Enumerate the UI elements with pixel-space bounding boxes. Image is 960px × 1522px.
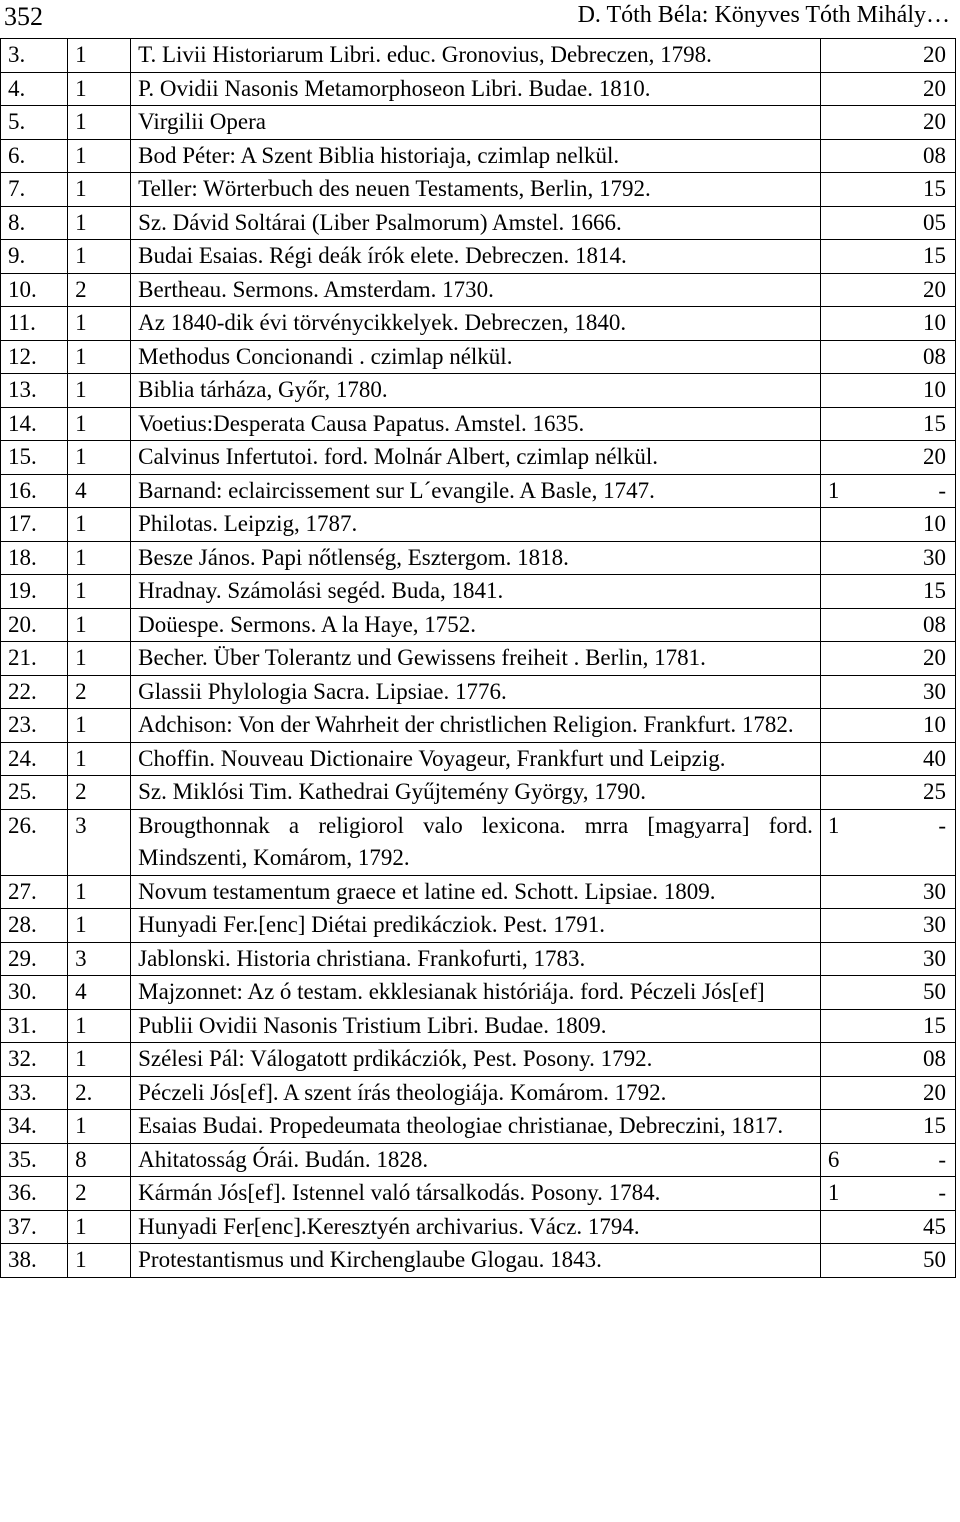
table-row — [1, 1076, 956, 1110]
price-values — [828, 709, 948, 742]
item-price — [820, 340, 955, 374]
item-title: Barnand: eclaircissement sur L´evangile. A Basle, 1747. — [131, 474, 821, 508]
item-title: Choffin. Nouveau Dictionaire Voyageur, Frankfurt und Leipzig. — [131, 742, 821, 776]
table-row — [1, 809, 956, 875]
item-title: Sz. Dávid Soltárai (Liber Psalmorum) Amstel. 1666. — [131, 206, 821, 240]
item-title: Hradnay. Számolási segéd. Buda, 1841. — [131, 575, 821, 609]
item-price — [820, 875, 955, 909]
price-krajcar: 30 — [923, 678, 946, 704]
item-quantity: 1 — [68, 139, 131, 173]
item-quantity: 1 — [68, 1043, 131, 1077]
price-values — [828, 1244, 948, 1277]
item-quantity: 1 — [68, 709, 131, 743]
item-quantity: 1 — [68, 441, 131, 475]
item-quantity: 1 — [68, 39, 131, 73]
item-price — [820, 474, 955, 508]
table-row — [1, 206, 956, 240]
table-row — [1, 340, 956, 374]
table-row — [1, 608, 956, 642]
item-price — [820, 72, 955, 106]
item-number: 26. — [1, 809, 68, 875]
item-quantity: 2 — [68, 776, 131, 810]
item-number: 13. — [1, 374, 68, 408]
price-values — [828, 575, 948, 608]
price-krajcar: 50 — [923, 979, 946, 1004]
item-quantity: 1 — [68, 541, 131, 575]
item-number: 18. — [1, 541, 68, 575]
price-values — [828, 976, 948, 1009]
item-price — [820, 39, 955, 73]
price-krajcar: 10 — [923, 712, 946, 737]
item-number: 7. — [1, 173, 68, 207]
item-title: Esaias Budai. Propedeumata theologiae christianae, Debreczini, 1817. — [131, 1110, 821, 1144]
item-quantity: 3 — [68, 809, 131, 875]
item-number: 27. — [1, 875, 68, 909]
price-values — [828, 909, 948, 942]
table-row — [1, 474, 956, 508]
item-quantity: 1 — [68, 206, 131, 240]
table-row — [1, 508, 956, 542]
item-price — [820, 139, 955, 173]
price-krajcar: 20 — [923, 109, 946, 134]
table-row — [1, 1244, 956, 1278]
price-krajcar: 15 — [923, 578, 946, 603]
item-price — [820, 508, 955, 542]
item-number: 12. — [1, 340, 68, 374]
item-price — [820, 642, 955, 676]
item-title: Protestantismus und Kirchenglaube Glogau. 1843. — [131, 1244, 821, 1278]
price-krajcar: - — [938, 812, 946, 838]
item-quantity: 1 — [68, 1110, 131, 1144]
price-values — [828, 810, 948, 843]
item-quantity: 4 — [68, 976, 131, 1010]
item-quantity: 1 — [68, 575, 131, 609]
table-row — [1, 72, 956, 106]
item-number: 5. — [1, 106, 68, 140]
item-title: Calvinus Infertutoi. ford. Molnár Albert, czimlap nélkül. — [131, 441, 821, 475]
table-row — [1, 575, 956, 609]
item-quantity: 2 — [68, 675, 131, 709]
item-number: 28. — [1, 909, 68, 943]
table-row — [1, 39, 956, 73]
item-title: Az 1840-dik évi törvénycikkelyek. Debreczen, 1840. — [131, 307, 821, 341]
price-krajcar: 30 — [923, 912, 946, 937]
item-quantity: 1 — [68, 1009, 131, 1043]
item-price — [820, 809, 955, 875]
item-quantity: 1 — [68, 374, 131, 408]
price-krajcar: 08 — [923, 1046, 946, 1071]
item-number: 29. — [1, 942, 68, 976]
price-values — [828, 173, 948, 206]
price-krajcar: 15 — [923, 243, 946, 268]
table-row — [1, 776, 956, 810]
price-values — [828, 140, 948, 173]
item-price — [820, 709, 955, 743]
item-number: 22. — [1, 675, 68, 709]
item-quantity: 1 — [68, 72, 131, 106]
item-quantity: 1 — [68, 642, 131, 676]
item-price — [820, 307, 955, 341]
item-quantity: 1 — [68, 608, 131, 642]
table-row — [1, 1110, 956, 1144]
price-values — [828, 1177, 948, 1210]
price-values — [828, 408, 948, 441]
item-title: Doüespe. Sermons. A la Haye, 1752. — [131, 608, 821, 642]
item-number: 8. — [1, 206, 68, 240]
table-row — [1, 1177, 956, 1211]
page-number: 352 — [4, 2, 43, 31]
price-values — [828, 743, 948, 776]
table-row — [1, 407, 956, 441]
item-price — [820, 575, 955, 609]
item-title: Bertheau. Sermons. Amsterdam. 1730. — [131, 273, 821, 307]
item-price — [820, 675, 955, 709]
item-quantity: 1 — [68, 173, 131, 207]
item-quantity: 1 — [68, 742, 131, 776]
item-number: 21. — [1, 642, 68, 676]
table-row — [1, 139, 956, 173]
item-number: 16. — [1, 474, 68, 508]
price-krajcar: - — [938, 477, 946, 503]
price-values — [828, 1144, 948, 1177]
item-title: P. Ovidii Nasonis Metamorphoseon Libri. Budae. 1810. — [131, 72, 821, 106]
item-title: Biblia tárháza, Győr, 1780. — [131, 374, 821, 408]
price-values — [828, 1043, 948, 1076]
item-title: Szélesi Pál: Válogatott prdikácziók, Pest. Posony. 1792. — [131, 1043, 821, 1077]
item-quantity: 1 — [68, 875, 131, 909]
item-price — [820, 1244, 955, 1278]
item-title: Publii Ovidii Nasonis Tristium Libri. Budae. 1809. — [131, 1009, 821, 1043]
item-title: Glassii Phylologia Sacra. Lipsiae. 1776. — [131, 675, 821, 709]
price-values — [828, 73, 948, 106]
price-values — [828, 876, 948, 909]
price-krajcar: 40 — [923, 745, 946, 771]
table-row — [1, 742, 956, 776]
price-krajcar: 50 — [923, 1247, 946, 1272]
price-forint: 1 — [827, 1180, 840, 1205]
item-number: 4. — [1, 72, 68, 106]
table-row — [1, 307, 956, 341]
catalog-body — [1, 39, 956, 1278]
item-title: Kármán Jós[ef]. Istennel való társalkodás. Posony. 1784. — [131, 1177, 821, 1211]
table-row — [1, 1143, 956, 1177]
price-values — [828, 39, 948, 72]
price-values — [828, 1077, 948, 1110]
table-row — [1, 709, 956, 743]
price-krajcar: 20 — [923, 444, 946, 469]
item-quantity: 1 — [68, 1244, 131, 1278]
book-catalog-table — [0, 38, 956, 1278]
price-krajcar: 25 — [923, 779, 946, 804]
price-values — [828, 307, 948, 340]
item-number: 6. — [1, 139, 68, 173]
item-number: 31. — [1, 1009, 68, 1043]
price-values — [828, 274, 948, 307]
price-values — [828, 676, 948, 709]
item-quantity: 1 — [68, 307, 131, 341]
price-krajcar: 08 — [923, 611, 946, 637]
price-values — [828, 609, 948, 642]
item-title: Methodus Concionandi . czimlap nélkül. — [131, 340, 821, 374]
price-krajcar: 15 — [923, 1113, 946, 1138]
table-row — [1, 240, 956, 274]
item-title: Bod Péter: A Szent Biblia historiaja, czimlap nelkül. — [131, 139, 821, 173]
item-number: 23. — [1, 709, 68, 743]
item-price — [820, 206, 955, 240]
table-row — [1, 541, 956, 575]
table-row — [1, 1009, 956, 1043]
item-price — [820, 407, 955, 441]
item-number: 33. — [1, 1076, 68, 1110]
table-row — [1, 173, 956, 207]
table-row — [1, 1043, 956, 1077]
item-title: Adchison: Von der Wahrheit der christlichen Religion. Frankfurt. 1782. — [131, 709, 821, 743]
price-krajcar: 20 — [923, 1079, 946, 1105]
page-header — [0, 0, 960, 38]
price-krajcar: 30 — [923, 544, 946, 570]
price-krajcar: 20 — [923, 645, 946, 670]
price-forint: 1 — [827, 477, 840, 503]
item-price — [820, 106, 955, 140]
item-number: 37. — [1, 1210, 68, 1244]
table-row — [1, 909, 956, 943]
item-number: 34. — [1, 1110, 68, 1144]
item-price — [820, 776, 955, 810]
price-krajcar: 05 — [923, 209, 946, 235]
price-values — [828, 106, 948, 139]
item-quantity: 1 — [68, 240, 131, 274]
price-krajcar: 20 — [923, 276, 946, 302]
item-number: 19. — [1, 575, 68, 609]
price-krajcar: 10 — [923, 377, 946, 402]
item-number: 30. — [1, 976, 68, 1010]
table-row — [1, 1210, 956, 1244]
price-values — [828, 475, 948, 508]
item-quantity: 8 — [68, 1143, 131, 1177]
price-values — [828, 1010, 948, 1043]
price-values — [828, 776, 948, 809]
price-krajcar: 20 — [923, 42, 946, 67]
item-title: Hunyadi Fer[enc].Keresztyén archivarius. Vácz. 1794. — [131, 1210, 821, 1244]
table-row — [1, 675, 956, 709]
price-krajcar: 15 — [923, 410, 946, 436]
item-number: 24. — [1, 742, 68, 776]
price-krajcar: 30 — [923, 945, 946, 971]
price-values — [828, 1211, 948, 1244]
price-krajcar: 15 — [923, 176, 946, 201]
item-title: Teller: Wörterbuch des neuen Testaments, Berlin, 1792. — [131, 173, 821, 207]
item-number: 3. — [1, 39, 68, 73]
item-title: Budai Esaias. Régi deák írók elete. Debreczen. 1814. — [131, 240, 821, 274]
item-quantity: 4 — [68, 474, 131, 508]
price-krajcar: 10 — [923, 310, 946, 335]
table-row — [1, 642, 956, 676]
price-values — [828, 240, 948, 273]
item-price — [820, 541, 955, 575]
item-title: Brougthonnak a religiorol valo lexicona. mrra [magyarra] ford. Mindszenti, Komárom, 1792. — [131, 809, 821, 875]
item-quantity: 2. — [68, 1076, 131, 1110]
item-price — [820, 1210, 955, 1244]
item-title: Virgilii Opera — [131, 106, 821, 140]
price-krajcar: 10 — [923, 511, 946, 536]
table-row — [1, 374, 956, 408]
item-price — [820, 742, 955, 776]
item-price — [820, 942, 955, 976]
price-krajcar: - — [938, 1180, 946, 1205]
item-title: Hunyadi Fer.[enc] Diétai predikácziok. Pest. 1791. — [131, 909, 821, 943]
item-title: Novum testamentum graece et latine ed. Schott. Lipsiae. 1809. — [131, 875, 821, 909]
price-forint: 1 — [827, 812, 840, 838]
item-title: Majzonnet: Az ó testam. ekklesianak históriája. ford. Péczeli Jós[ef] — [131, 976, 821, 1010]
item-quantity: 1 — [68, 340, 131, 374]
price-krajcar: - — [938, 1146, 946, 1172]
item-title: Jablonski. Historia christiana. Frankofurti, 1783. — [131, 942, 821, 976]
item-quantity: 1 — [68, 909, 131, 943]
item-price — [820, 173, 955, 207]
table-row — [1, 441, 956, 475]
item-title: Ahitatosság Órái. Budán. 1828. — [131, 1143, 821, 1177]
item-price — [820, 1143, 955, 1177]
item-title: Péczeli Jós[ef]. A szent írás theologiája. Komárom. 1792. — [131, 1076, 821, 1110]
item-title: Besze János. Papi nőtlenség, Esztergom. 1818. — [131, 541, 821, 575]
item-quantity: 1 — [68, 407, 131, 441]
item-number: 10. — [1, 273, 68, 307]
price-values — [828, 374, 948, 407]
item-number: 32. — [1, 1043, 68, 1077]
table-row — [1, 875, 956, 909]
item-title: T. Livii Historiarum Libri. educ. Gronovius, Debreczen, 1798. — [131, 39, 821, 73]
item-number: 38. — [1, 1244, 68, 1278]
price-values — [828, 341, 948, 374]
item-price — [820, 1009, 955, 1043]
price-krajcar: 15 — [923, 1012, 946, 1038]
item-number: 15. — [1, 441, 68, 475]
price-krajcar: 45 — [923, 1213, 946, 1239]
item-price — [820, 374, 955, 408]
table-row — [1, 942, 956, 976]
item-quantity: 2 — [68, 1177, 131, 1211]
price-values — [828, 207, 948, 240]
item-number: 9. — [1, 240, 68, 274]
item-quantity: 3 — [68, 942, 131, 976]
item-quantity: 1 — [68, 1210, 131, 1244]
item-price — [820, 1110, 955, 1144]
price-values — [828, 508, 948, 541]
item-number: 14. — [1, 407, 68, 441]
price-values — [828, 441, 948, 474]
item-title: Philotas. Leipzig, 1787. — [131, 508, 821, 542]
item-quantity: 1 — [68, 508, 131, 542]
item-number: 11. — [1, 307, 68, 341]
price-values — [828, 1110, 948, 1143]
item-price — [820, 273, 955, 307]
item-number: 35. — [1, 1143, 68, 1177]
item-number: 20. — [1, 608, 68, 642]
price-krajcar: 20 — [923, 75, 946, 101]
running-head: D. Tóth Béla: Könyves Tóth Mihály… — [577, 2, 950, 28]
item-title: Sz. Miklósi Tim. Kathedrai Gyűjtemény György, 1790. — [131, 776, 821, 810]
item-price — [820, 1177, 955, 1211]
item-quantity: 1 — [68, 106, 131, 140]
price-krajcar: 08 — [923, 343, 946, 369]
item-number: 36. — [1, 1177, 68, 1211]
item-price — [820, 441, 955, 475]
price-values — [828, 642, 948, 675]
table-row — [1, 976, 956, 1010]
price-values — [828, 943, 948, 976]
price-krajcar: 08 — [923, 142, 946, 168]
item-price — [820, 1043, 955, 1077]
item-price — [820, 976, 955, 1010]
item-number: 17. — [1, 508, 68, 542]
table-row — [1, 273, 956, 307]
item-number: 25. — [1, 776, 68, 810]
item-title: Becher. Über Tolerantz und Gewissens freiheit . Berlin, 1781. — [131, 642, 821, 676]
item-price — [820, 1076, 955, 1110]
item-title: Voetius:Desperata Causa Papatus. Amstel. 1635. — [131, 407, 821, 441]
price-krajcar: 30 — [923, 878, 946, 904]
price-forint: 6 — [827, 1146, 840, 1172]
item-quantity: 2 — [68, 273, 131, 307]
item-price — [820, 909, 955, 943]
price-values — [828, 542, 948, 575]
item-price — [820, 240, 955, 274]
table-row — [1, 106, 956, 140]
item-price — [820, 608, 955, 642]
